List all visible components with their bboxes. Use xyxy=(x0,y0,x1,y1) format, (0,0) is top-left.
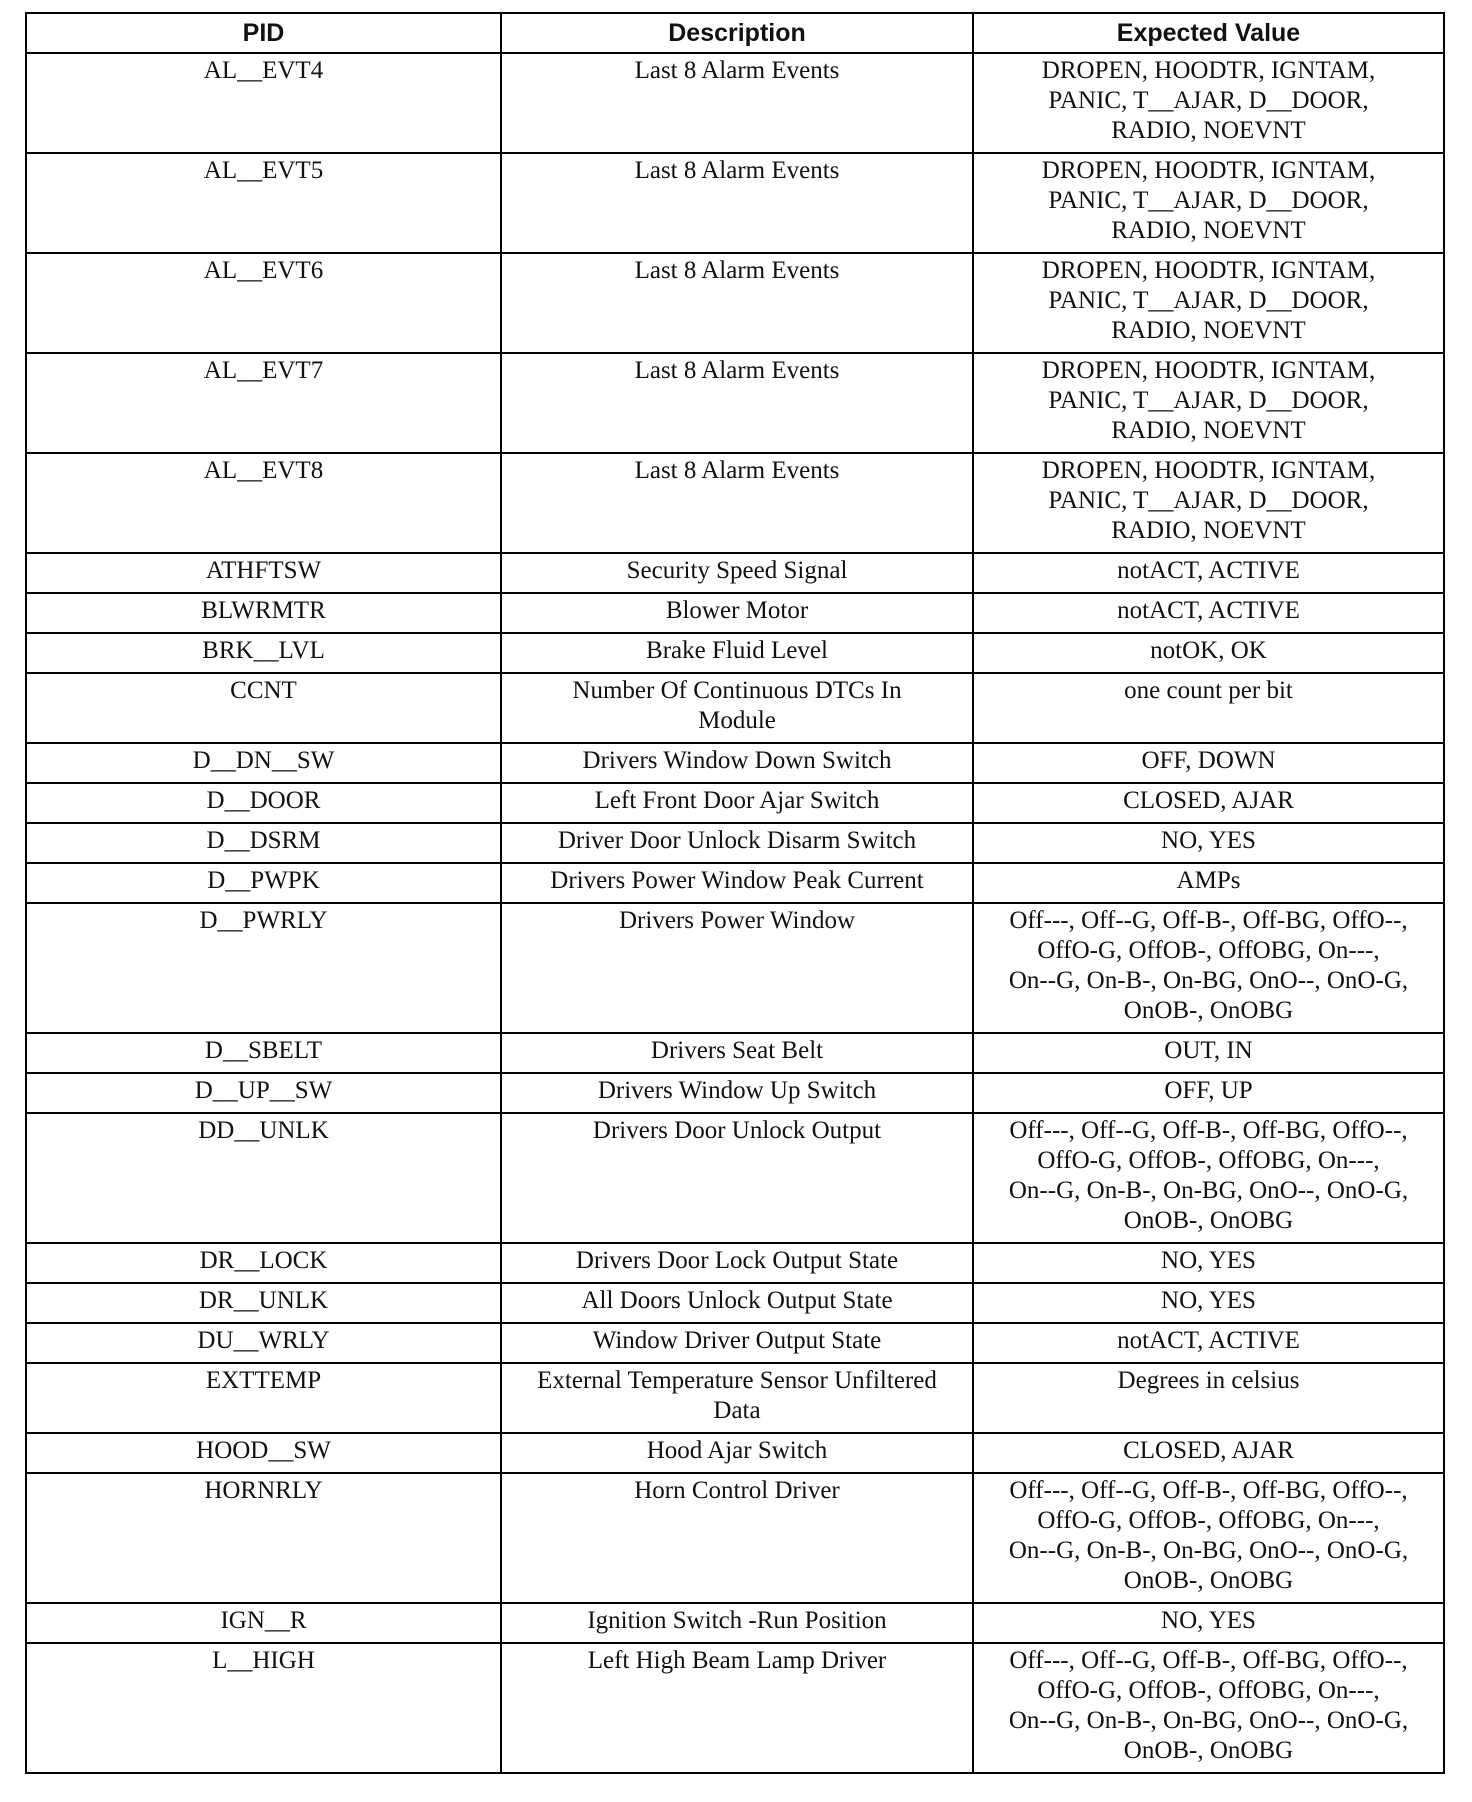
cell-expected-value-text: Off---, Off--G, Off-B-, Off-BG, OffO--, OffO-G, OffOB-, OffOBG, On---, On--G, On-B-, On-BG, OnO--, OnO-G, OnOB-, OnOBG xyxy=(1008,1647,1409,1764)
cell-pid-text: D__PWPK xyxy=(207,867,320,894)
header-pid: PID xyxy=(26,13,501,53)
cell-pid xyxy=(26,1113,501,1243)
cell-description-text: All Doors Unlock Output State xyxy=(581,1287,893,1314)
cell-pid xyxy=(26,1033,501,1073)
cell-expected-value-text: NO, YES xyxy=(1161,1287,1256,1314)
cell-pid xyxy=(26,553,501,593)
table-row xyxy=(26,53,1444,153)
cell-expected-value xyxy=(973,1643,1444,1773)
cell-description-text: Drivers Power Window xyxy=(619,907,855,934)
cell-expected-value xyxy=(973,453,1444,553)
table-row xyxy=(26,1643,1444,1773)
cell-description xyxy=(501,353,973,453)
cell-expected-value xyxy=(973,823,1444,863)
cell-pid xyxy=(26,593,501,633)
cell-pid xyxy=(26,673,501,743)
cell-description xyxy=(501,1033,973,1073)
table-row xyxy=(26,253,1444,353)
cell-pid-text: CCNT xyxy=(230,677,297,704)
cell-pid-text: AL__EVT7 xyxy=(203,357,324,384)
cell-pid-text: DU__WRLY xyxy=(197,1327,330,1354)
cell-expected-value xyxy=(973,153,1444,253)
cell-expected-value-text: DROPEN, HOODTR, IGNTAM, PANIC, T__AJAR, D__DOOR, RADIO, NOEVNT xyxy=(1041,457,1376,544)
cell-pid xyxy=(26,1603,501,1643)
cell-pid xyxy=(26,903,501,1033)
cell-pid xyxy=(26,1643,501,1773)
cell-expected-value-text: Degrees in celsius xyxy=(1117,1367,1300,1394)
cell-expected-value-text: DROPEN, HOODTR, IGNTAM, PANIC, T__AJAR, D__DOOR, RADIO, NOEVNT xyxy=(1041,357,1376,444)
header-row xyxy=(26,13,1444,53)
cell-pid xyxy=(26,633,501,673)
cell-pid-text: HOOD__SW xyxy=(196,1437,331,1464)
cell-description xyxy=(501,153,973,253)
cell-pid xyxy=(26,1073,501,1113)
cell-pid-text: D__DN__SW xyxy=(192,747,335,774)
cell-description xyxy=(501,1363,973,1433)
cell-expected-value xyxy=(973,783,1444,823)
table-row xyxy=(26,673,1444,743)
cell-pid xyxy=(26,1323,501,1363)
cell-description-text: Horn Control Driver xyxy=(634,1477,840,1504)
cell-pid xyxy=(26,823,501,863)
cell-expected-value-text: one count per bit xyxy=(1124,677,1293,704)
table-row xyxy=(26,1073,1444,1113)
cell-description xyxy=(501,1113,973,1243)
cell-description xyxy=(501,53,973,153)
table-row xyxy=(26,1473,1444,1603)
cell-pid-text: L__HIGH xyxy=(212,1647,315,1674)
table-header xyxy=(26,13,1444,53)
cell-expected-value-text: NO, YES xyxy=(1161,1247,1256,1274)
table-row xyxy=(26,1283,1444,1323)
cell-description xyxy=(501,673,973,743)
cell-pid xyxy=(26,353,501,453)
table-row xyxy=(26,863,1444,903)
table-row xyxy=(26,823,1444,863)
cell-expected-value-text: CLOSED, AJAR xyxy=(1123,1437,1294,1464)
cell-expected-value xyxy=(973,593,1444,633)
cell-description-text: Drivers Window Down Switch xyxy=(582,747,892,774)
cell-description xyxy=(501,1473,973,1603)
cell-expected-value xyxy=(973,1433,1444,1473)
cell-pid-text: AL__EVT6 xyxy=(203,257,324,284)
cell-pid xyxy=(26,1243,501,1283)
cell-description-text: Driver Door Unlock Disarm Switch xyxy=(557,827,917,854)
cell-expected-value xyxy=(973,253,1444,353)
cell-description xyxy=(501,1283,973,1323)
table-row xyxy=(26,593,1444,633)
cell-pid xyxy=(26,1433,501,1473)
table-row xyxy=(26,903,1444,1033)
cell-pid xyxy=(26,253,501,353)
cell-description-text: Left High Beam Lamp Driver xyxy=(587,1647,887,1674)
cell-expected-value xyxy=(973,743,1444,783)
cell-description-text: Brake Fluid Level xyxy=(646,637,828,664)
cell-expected-value xyxy=(973,1033,1444,1073)
cell-expected-value-text: notOK, OK xyxy=(1150,637,1267,664)
pid-table xyxy=(25,12,1445,1774)
cell-description-text: Drivers Power Window Peak Current xyxy=(550,867,924,894)
cell-expected-value xyxy=(973,673,1444,743)
table-row xyxy=(26,1113,1444,1243)
header-expected-value: Expected Value xyxy=(973,13,1444,53)
cell-description-text: Last 8 Alarm Events xyxy=(634,457,840,484)
cell-description xyxy=(501,1243,973,1283)
cell-description-text: Hood Ajar Switch xyxy=(646,1437,828,1464)
cell-pid-text: DR__UNLK xyxy=(198,1287,329,1314)
cell-pid-text: D__SBELT xyxy=(204,1037,323,1064)
cell-pid-text: BRK__LVL xyxy=(202,637,325,664)
cell-expected-value-text: notACT, ACTIVE xyxy=(1117,557,1300,584)
cell-description xyxy=(501,1603,973,1643)
cell-description-text: Window Driver Output State xyxy=(592,1327,882,1354)
cell-expected-value xyxy=(973,353,1444,453)
cell-pid-text: AL__EVT5 xyxy=(203,157,324,184)
cell-description xyxy=(501,743,973,783)
cell-expected-value xyxy=(973,1363,1444,1433)
table-row xyxy=(26,1363,1444,1433)
table-row xyxy=(26,1433,1444,1473)
cell-description-text: Ignition Switch -Run Position xyxy=(587,1607,887,1634)
table-row xyxy=(26,453,1444,553)
cell-pid-text: IGN__R xyxy=(220,1607,307,1634)
cell-description xyxy=(501,1643,973,1773)
cell-description-text: Last 8 Alarm Events xyxy=(634,257,840,284)
cell-description xyxy=(501,783,973,823)
cell-pid-text: D__UP__SW xyxy=(194,1077,333,1104)
cell-description-text: Left Front Door Ajar Switch xyxy=(594,787,880,814)
cell-pid xyxy=(26,153,501,253)
cell-description xyxy=(501,823,973,863)
table-row xyxy=(26,1243,1444,1283)
cell-description xyxy=(501,453,973,553)
cell-description xyxy=(501,1073,973,1113)
cell-pid-text: D__DOOR xyxy=(206,787,321,814)
cell-expected-value xyxy=(973,1113,1444,1243)
cell-expected-value-text: DROPEN, HOODTR, IGNTAM, PANIC, T__AJAR, D__DOOR, RADIO, NOEVNT xyxy=(1041,157,1376,244)
cell-expected-value xyxy=(973,1323,1444,1363)
cell-description-text: Security Speed Signal xyxy=(626,557,848,584)
cell-pid xyxy=(26,1283,501,1323)
cell-pid xyxy=(26,1363,501,1433)
cell-pid xyxy=(26,863,501,903)
cell-expected-value-text: NO, YES xyxy=(1161,827,1256,854)
cell-description-text: Drivers Window Up Switch xyxy=(597,1077,877,1104)
cell-expected-value-text: notACT, ACTIVE xyxy=(1117,597,1300,624)
cell-description-text: Last 8 Alarm Events xyxy=(634,157,840,184)
cell-description xyxy=(501,253,973,353)
cell-description-text: Drivers Door Lock Output State xyxy=(575,1247,899,1274)
cell-description-text: Number Of Continuous DTCs In Module xyxy=(572,677,902,734)
cell-expected-value-text: AMPs xyxy=(1176,867,1241,894)
cell-expected-value-text: NO, YES xyxy=(1161,1607,1256,1634)
cell-expected-value-text: notACT, ACTIVE xyxy=(1117,1327,1300,1354)
cell-expected-value-text: CLOSED, AJAR xyxy=(1123,787,1294,814)
cell-description xyxy=(501,1323,973,1363)
table-row xyxy=(26,633,1444,673)
cell-expected-value xyxy=(973,53,1444,153)
cell-pid-text: AL__EVT8 xyxy=(203,457,324,484)
cell-expected-value xyxy=(973,903,1444,1033)
cell-description xyxy=(501,593,973,633)
cell-expected-value-text: Off---, Off--G, Off-B-, Off-BG, OffO--, OffO-G, OffOB-, OffOBG, On---, On--G, On-B-, On-BG, OnO--, OnO-G, OnOB-, OnOBG xyxy=(1008,1117,1409,1234)
table-row xyxy=(26,353,1444,453)
cell-expected-value xyxy=(973,1603,1444,1643)
cell-pid xyxy=(26,53,501,153)
cell-description xyxy=(501,903,973,1033)
cell-description-text: External Temperature Sensor Unfiltered Data xyxy=(537,1367,937,1424)
cell-expected-value xyxy=(973,1283,1444,1323)
table-row xyxy=(26,553,1444,593)
cell-expected-value-text: Off---, Off--G, Off-B-, Off-BG, OffO--, OffO-G, OffOB-, OffOBG, On---, On--G, On-B-, On-BG, OnO--, OnO-G, OnOB-, OnOBG xyxy=(1008,1477,1409,1594)
table-row xyxy=(26,1033,1444,1073)
table-row xyxy=(26,743,1444,783)
cell-description-text: Blower Motor xyxy=(665,597,809,624)
cell-pid-text: EXTTEMP xyxy=(205,1367,322,1394)
cell-expected-value xyxy=(973,553,1444,593)
cell-pid xyxy=(26,453,501,553)
cell-description xyxy=(501,1433,973,1473)
cell-expected-value xyxy=(973,1473,1444,1603)
cell-expected-value xyxy=(973,863,1444,903)
header-description: Description xyxy=(501,13,973,53)
cell-pid-text: ATHFTSW xyxy=(205,557,322,584)
cell-description-text: Drivers Seat Belt xyxy=(650,1037,824,1064)
cell-expected-value xyxy=(973,1073,1444,1113)
table-row xyxy=(26,1603,1444,1643)
cell-expected-value-text: OUT, IN xyxy=(1164,1037,1253,1064)
cell-pid-text: D__PWRLY xyxy=(199,907,328,934)
cell-expected-value-text: Off---, Off--G, Off-B-, Off-BG, OffO--, OffO-G, OffOB-, OffOBG, On---, On--G, On-B-, On-BG, OnO--, OnO-G, OnOB-, OnOBG xyxy=(1008,907,1409,1024)
cell-pid xyxy=(26,783,501,823)
cell-description xyxy=(501,633,973,673)
cell-description xyxy=(501,553,973,593)
table-row xyxy=(26,153,1444,253)
cell-pid-text: DD__UNLK xyxy=(198,1117,329,1144)
cell-expected-value xyxy=(973,633,1444,673)
cell-expected-value-text: DROPEN, HOODTR, IGNTAM, PANIC, T__AJAR, D__DOOR, RADIO, NOEVNT xyxy=(1041,257,1376,344)
table-row xyxy=(26,783,1444,823)
cell-pid xyxy=(26,743,501,783)
cell-pid xyxy=(26,1473,501,1603)
cell-expected-value-text: OFF, DOWN xyxy=(1141,747,1276,774)
cell-expected-value xyxy=(973,1243,1444,1283)
cell-pid-text: D__DSRM xyxy=(206,827,321,854)
cell-description-text: Drivers Door Unlock Output xyxy=(592,1117,882,1144)
cell-pid-text: AL__EVT4 xyxy=(203,57,324,84)
cell-description-text: Last 8 Alarm Events xyxy=(634,357,840,384)
cell-expected-value-text: DROPEN, HOODTR, IGNTAM, PANIC, T__AJAR, D__DOOR, RADIO, NOEVNT xyxy=(1041,57,1376,144)
cell-pid-text: BLWRMTR xyxy=(201,597,326,624)
cell-description-text: Last 8 Alarm Events xyxy=(634,57,840,84)
cell-pid-text: DR__LOCK xyxy=(199,1247,328,1274)
table-row xyxy=(26,1323,1444,1363)
cell-expected-value-text: OFF, UP xyxy=(1164,1077,1253,1104)
cell-description xyxy=(501,863,973,903)
table-body xyxy=(26,53,1444,1773)
cell-pid-text: HORNRLY xyxy=(204,1477,323,1504)
